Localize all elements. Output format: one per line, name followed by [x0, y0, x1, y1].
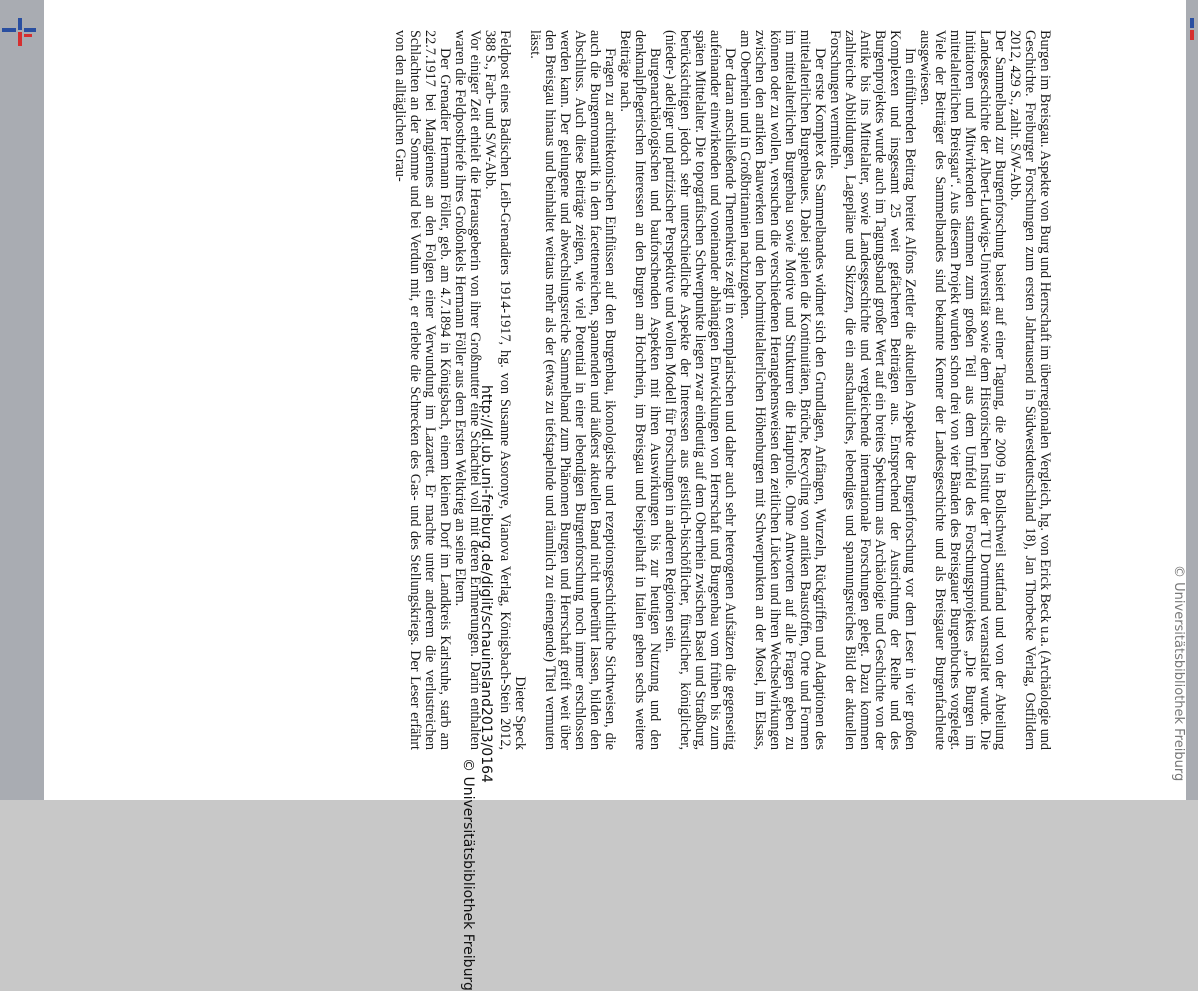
viewer-left-panel	[0, 0, 44, 800]
copyright-notice: © Universitätsbibliothek Freiburg	[460, 758, 476, 991]
scanned-page	[44, 0, 1186, 991]
body-paragraph: Der Grenadier Hermann Föller, geb. am 4.7.1894 in Königsbach, einem kleinen Dorf im Landkreis Karlsruhe, starb am 22.7.1917 bei Mangiennes an den Folgen einer Verwundung im Lazarett. Er machte unter anderem die verlustreichen Schlachten an der Somme und bei Verdun mit, er erlebte die Schrecken des Gas- und des Stellungskriegs. Der Leser erfährt von den alltäglichen Grau-	[392, 30, 453, 750]
body-paragraph: Im einführenden Beitrag breitet Alfons Zettler die aktuellen Aspekte der Burgenforschung vor dem Leser in vier großen Komplexen und insgesamt 25 weit gefächerten Beiträgen aus. Entsprechend der Ausrichtung der Reihe und des Burgenprojektes wurde auch im Tagungsband großer Wert auf ein breites Spektrum aus Archäologie und Geschichte von der Antike bis ins Mittelalter, sowie Landesgeschichte und vergleichende internationale Forschungen gelegt. Dazu kommen zahlreiche Abbildungen, Lagepläne und Skizzen, die ein anschauliches, lebendiges und spannungsreiches Bild der aktuellen Forschungen vermitteln.	[827, 30, 918, 750]
source-url[interactable]: http://dl.ub.uni-freiburg.de/diglit/schauinsland2013/0164	[478, 385, 494, 783]
body-paragraph: Fragen zu architektonischen Einflüssen auf den Burgenbau, ikonologische und rezeptionsgeschichtliche Sichtweisen, die auch die Burgenromantik in dem facettenreichen, spannenden und äußerst aktuellen Band nicht unberührt lassen, bilden den Abschluss. Auch diese Beiträge zeigen, wie viel Potential in einer lebendigen Burgenforschung noch immer erschlossen werden kann. Der gelungene und abwechslungsreiche Sammelband zum Phänomen Burgen und Herrschaft greift weit über den Breisgau hinaus und beinhaltet weitaus mehr als der (etwas zu tiefstapelnde und räumlich zu einengende) Titel vermuten lässt.	[527, 30, 618, 750]
body-paragraph: Burgenarchäologischen und bauforschenden Aspekten mit ihren Auswirkungen bis zur heutigen Nutzung und den denkmalpflegerischen Interessen an den Burgen am Hochrhein, im Breisgau und beispielhaft in Italien gehen sechs weitere Beiträge nach.	[617, 30, 663, 750]
rotated-document	[92, 0, 1052, 770]
body-paragraph: Der erste Komplex des Sammelbandes widmet sich den Grundlagen, Anfängen, Wurzeln, Rückgriffen und Adaptionen des mittelalterlichen Burgenbaues. Dabei spielen die Kontinuitäten, Brüche, Recycling von antiken Baustoffen, Orte und Formen im mittelalterlichen Burgenbau sowie Motive und Strukturen die Hauptrolle. Ohne Antworten auf alle Fragen geben zu können oder zu wollen, versuchen die verschiedenen Herangehensweisen den zeitlichen Lücken und ihren Wechselwirkungen zwischen den antiken Bauwerken und den hochmittelalterlichen Höhenburgen mit Schwerpunkten an der Mosel, im Elsass, am Oberrhein und in Großbritannien nachzugehen.	[737, 30, 828, 750]
university-logo-icon	[2, 18, 38, 48]
viewer-right-panel	[1186, 0, 1198, 800]
copyright-notice-faded: © Universitätsbibliothek Freiburg	[1171, 565, 1186, 782]
body-paragraph: Der daran anschließende Themenkreis zeigt in exemplarischen und daher auch sehr heterogenen Aufsätzen die gegenseitig aufeinander einwirkenden und voneinander abhängigen Entwicklungen von Herrschaft und Burgenbau vom frühen bis zum späten Mittelalter. Die topografischen Schwerpunkte liegen zwar eindeutig auf dem Oberrhein zwischen Basel und Straßburg, berücksichtigen jedoch sehr unterschiedliche Aspekte der Interessen aus geistlich-bischöflicher, fürstlicher, königlicher, (nieder-) adeliger und patrizischer Perspektive und wollen Modell für Forschungen in anderen Regionen sein.	[662, 30, 738, 750]
university-logo-icon	[1190, 18, 1198, 40]
review-heading-2: Feldpost eines Badischen Leib-Grenadiers 1914-1917, hg. von Susanne Asoronye, Vianova Verlag, Königsbach-Stein 2012, 388 S., Farb- und S/W-Abb.	[482, 30, 513, 750]
body-paragraph: Der Sammelband zur Burgenforschung basiert auf einer Tagung, die 2009 in Bollschweil stattfand und von der Abteilung Landesgeschichte der Albert-Ludwigs-Universität sowie dem Historischen Institut der TU Dortmund veranstaltet wurde. Die Initiatoren und Mitwirkenden stammen zum großen Teil aus dem Umfeld des Forschungsprojektes „Die Burgen im mittelalterlichen Breisgau“. Aus diesem Projekt wurden schon drei von vier Bänden des Breisgauer Burgenbuches vorgelegt. Viele der Beiträger des Sammelbandes sind bekannte Kenner der Landesgeschichte und als Breisgauer Burgenfachleute ausgewiesen.	[917, 30, 1008, 750]
author-signature: Dieter Speck	[512, 676, 528, 750]
review-heading-1: Burgen im Breisgau. Aspekte von Burg und Herrschaft im überregionalen Vergleich, hg. von Erick Beck u.a. (Archäologie und Geschichte. Freiburger Forschungen zum ersten Jahrtausend in Südwestdeutschland 18), Jan Thorbecke Verlag, Ostfildern 2012, 429 S., zahlr. S/W-Abb.	[1007, 30, 1053, 750]
body-paragraph: Vor einiger Zeit erhielt die Herausgeberin von ihrer Großmutter eine Schachtel voll mit deren Erinnerungen. Darin enthalten waren die Feldpostbriefe ihres Großonkels Hermann Föller aus dem Ersten Weltkrieg an seine Eltern.	[452, 30, 483, 750]
